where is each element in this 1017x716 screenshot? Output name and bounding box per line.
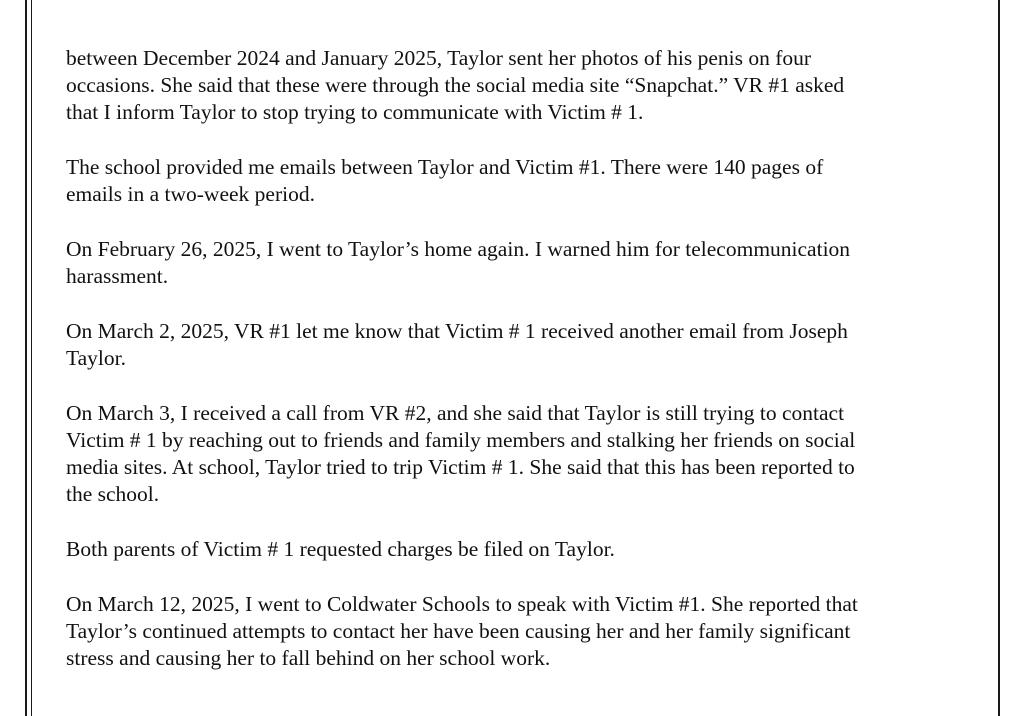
paragraph-february-warning: On February 26, 2025, I went to Taylor’s home again. I warned him for telecommunication harassment. <box>66 237 851 288</box>
paragraph-charges-requested: Both parents of Victim # 1 requested charges be filed on Taylor. <box>66 537 615 561</box>
paragraph-school-emails: The school provided me emails between Taylor and Victim #1. There were 140 pages of emails in a two-week period. <box>66 155 824 206</box>
left-border-inner-line <box>31 0 32 716</box>
paragraph-march-12-visit: On March 12, 2025, I went to Coldwater Schools to speak with Victim #1. She reported that Taylor’s continued attempts to contact her have been causing her and her family significant stress and causing her to fall behind on her school work. <box>66 592 858 670</box>
paragraph-march-2-email: On March 2, 2025, VR #1 let me know that Victim # 1 received another email from Joseph Taylor. <box>66 319 848 370</box>
paragraph-march-3-call: On March 3, I received a call from VR #2, and she said that Taylor is still trying to contact Victim # 1 by reaching out to friends and family members and stalking her friends on social media sites. At school, Taylor tried to trip Victim # 1. She said that this has been reported to the school. <box>66 401 856 506</box>
document-body <box>66 45 971 700</box>
left-border-line <box>25 0 27 716</box>
right-border-line <box>998 0 1000 716</box>
paragraph-snapchat-photos: between December 2024 and January 2025, Taylor sent her photos of his penis on four occasions. She said that these were through the social media site “Snapchat.” VR #1 asked that I inform Taylor to stop trying to communicate with Victim # 1. <box>66 46 845 124</box>
